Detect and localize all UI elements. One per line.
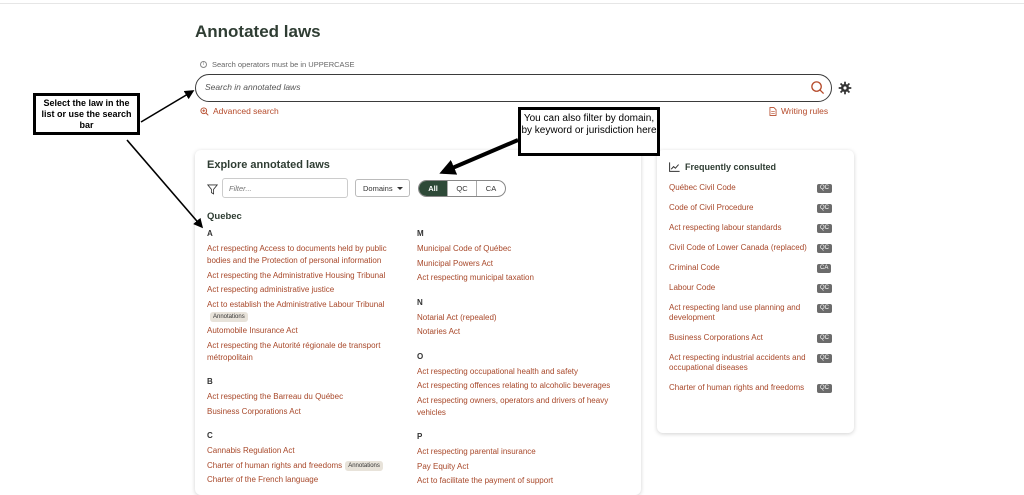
law-link-label: Notarial Act (repealed) [417,312,497,322]
letter-heading: P [417,432,423,441]
arrow-to-search [141,91,193,122]
law-link-label: Business Corporations Act [207,406,301,416]
law-link-label: Municipal Powers Act [417,258,494,268]
law-link-label: Act to establish the Administrative Labour Tribunal [207,299,385,309]
letter-heading: O [417,351,424,361]
tutorial-callout-search: Select the law in the list or use the search bar [33,93,140,135]
law-link-label: Act respecting the Barreau du Québec [207,392,344,401]
law-link-label: Automobile Insurance Act [207,326,298,335]
law-link-label: Cannabis Regulation Act [207,446,295,455]
frequent-law-label: Charter of human rights and freedoms [669,383,805,392]
annotations-badge: Annotations [345,461,383,471]
domains-label: Domains [363,184,393,193]
advanced-search-label: Advanced search [213,106,279,116]
frequent-law-label: Business Corporations Act [669,333,763,342]
law-link-label: Act respecting occupational health and safety [417,366,578,376]
jurisdiction-tag: QC [817,334,832,343]
law-link-label: Charter of human rights and freedoms [207,460,343,470]
jurisdiction-tag: QC [817,304,832,313]
jurisdiction-all[interactable]: All [419,181,447,196]
jurisdiction-tag: QC [817,204,832,213]
jurisdiction-tag: QC [817,354,832,363]
region-heading: Quebec [207,211,242,222]
law-link-label: Act respecting administrative justice [207,285,335,294]
law-link-label: Act respecting Access to documents held by public bodies and the Protection of personal information [207,244,387,265]
law-link-label: Pay Equity Act [417,461,469,471]
letter-heading: B [207,377,213,386]
explore-title: Explore annotated laws [207,159,330,171]
search-hint-text: Search operators must be in UPPERCASE [212,60,355,69]
frequent-law-label: Criminal Code [669,263,720,272]
frequent-law-label: Labour Code [669,283,716,292]
jurisdiction-tag: CA [817,264,831,273]
frequent-law-label: Act respecting land use planning and development [669,303,801,322]
law-link-label: Act respecting offences relating to alcoholic beverages [417,381,611,390]
jurisdiction-ca[interactable]: CA [476,181,505,196]
letter-heading: N [417,297,423,307]
frequent-title: Frequently consulted [685,162,777,172]
law-link-label: Notaries Act [417,327,461,336]
frequent-law-label: Québec Civil Code [669,183,736,192]
tutorial-callout-filter: You can also filter by domain, by keyword or jurisdiction here [518,107,660,156]
jurisdiction-tag: QC [817,384,832,393]
frequent-law-label: Act respecting labour standards [669,223,782,232]
info-icon: i [200,61,207,68]
annotations-badge: Annotations [210,312,248,322]
law-link-label: Act to facilitate the payment of support [417,476,554,485]
arrow-to-list [127,140,202,227]
letter-heading: A [207,229,213,238]
frequent-law-label: Code of Civil Procedure [669,203,754,212]
jurisdiction-qc[interactable]: QC [447,181,476,196]
law-link-label: Act respecting owners, operators and drivers of heavy vehicles [417,395,609,417]
page-title: Annotated laws [195,22,321,41]
law-link-label: Charter of the French language [207,475,319,484]
jurisdiction-tag: QC [817,284,832,293]
law-link-label: Act respecting parental insurance [417,447,536,456]
frequent-law-label: Act respecting industrial accidents and occupational diseases [669,353,806,372]
jurisdiction-tag: QC [817,224,832,233]
arrow-to-filter [443,140,518,172]
law-link-label: Municipal Code of Québec [417,244,512,253]
jurisdiction-tag: QC [817,244,832,253]
law-link-label: Act respecting the Autorité régionale de transport métropolitain [207,340,381,362]
law-link-label: Act respecting municipal taxation [417,273,534,282]
letter-heading: C [207,431,213,440]
frequent-law-label: Civil Code of Lower Canada (replaced) [669,243,807,252]
law-link-label: Act respecting the Administrative Housing Tribunal [207,270,386,280]
letter-heading: M [417,229,424,238]
writing-rules-label: Writing rules [781,106,829,116]
jurisdiction-tag: QC [817,184,832,193]
